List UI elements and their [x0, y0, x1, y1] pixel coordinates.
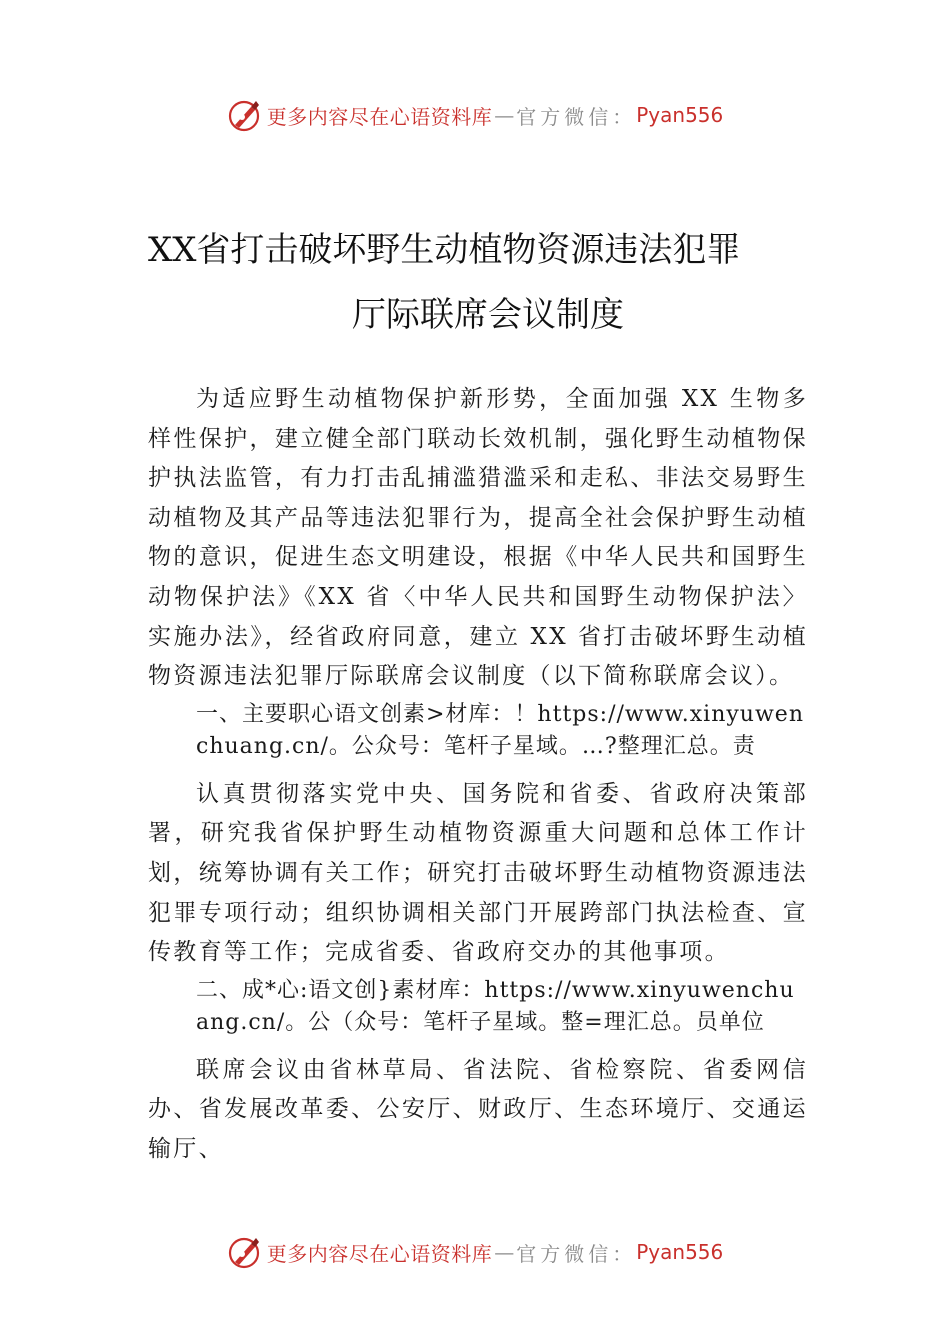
header-banner [0, 95, 950, 135]
banner-text: 更多内容尽在心语资料库 [266, 1241, 493, 1266]
pen-logo-icon [227, 1234, 263, 1270]
document-body [148, 380, 808, 1170]
banner-wechat-id: Pyan556 [636, 1240, 724, 1264]
banner-label: 官方微信： [516, 104, 637, 129]
footer-banner [0, 1232, 950, 1272]
pen-logo-icon [227, 97, 263, 133]
document-title-line2: 厅际联席会议制度 [352, 295, 624, 335]
banner-dash: — [494, 103, 515, 127]
section-paragraph-2: 联席会议由省林草局、省法院、省检察院、省委网信办、省发展改革委、公安厅、财政厅、生态环境厅、交通运输厅、 [148, 1056, 808, 1162]
banner-dash: — [494, 1240, 515, 1264]
section-heading-2: 二、成*心:语文创}素材库：https://www.xinyuwenchuang.cn/。公（众号：笔杆子星域。整=理汇总。员单位 [196, 977, 795, 1035]
section-heading-1: 一、主要职心语文创素>材库：！https://www.xinyuwenchuang.cn/。公众号：笔杆子星域。…?整理汇总。责 [196, 701, 805, 759]
banner-text: 更多内容尽在心语资料库 [266, 104, 493, 129]
intro-paragraph: 为适应野生动植物保护新形势，全面加强 XX 生物多样性保护，建立健全部门联动长效机制，强化野生动植物保护执法监管，有力打击乱捕滥猎滥采和走私、非法交易野生动植物及其产品等违法犯罪行为，提高全社会保护野生动植物的意识，促进生态文明建设，根据《中华人民共和国野生动物保护法》《XX 省〈中华人民共和国野生动物保护法〉实施办法》，经省政府同意，建立 XX 省打击破坏野生动植物资源违法犯罪厅际联席会议制度（以下简称联席会议）。 [148, 386, 808, 690]
section-paragraph-1: 认真贯彻落实党中央、国务院和省委、省政府决策部署，研究我省保护野生动植物资源重大问题和总体工作计划，统筹协调有关工作；研究打击破坏野生动植物资源违法犯罪专项行动；组织协调相关部门开展跨部门执法检查、宣传教育等工作；完成省委、省政府交办的其他事项。 [148, 780, 808, 966]
banner-wechat-id: Pyan556 [636, 103, 724, 127]
banner-label: 官方微信： [516, 1241, 637, 1266]
document-title-line1: XX省打击破坏野生动植物资源违法犯罪 [148, 230, 741, 270]
